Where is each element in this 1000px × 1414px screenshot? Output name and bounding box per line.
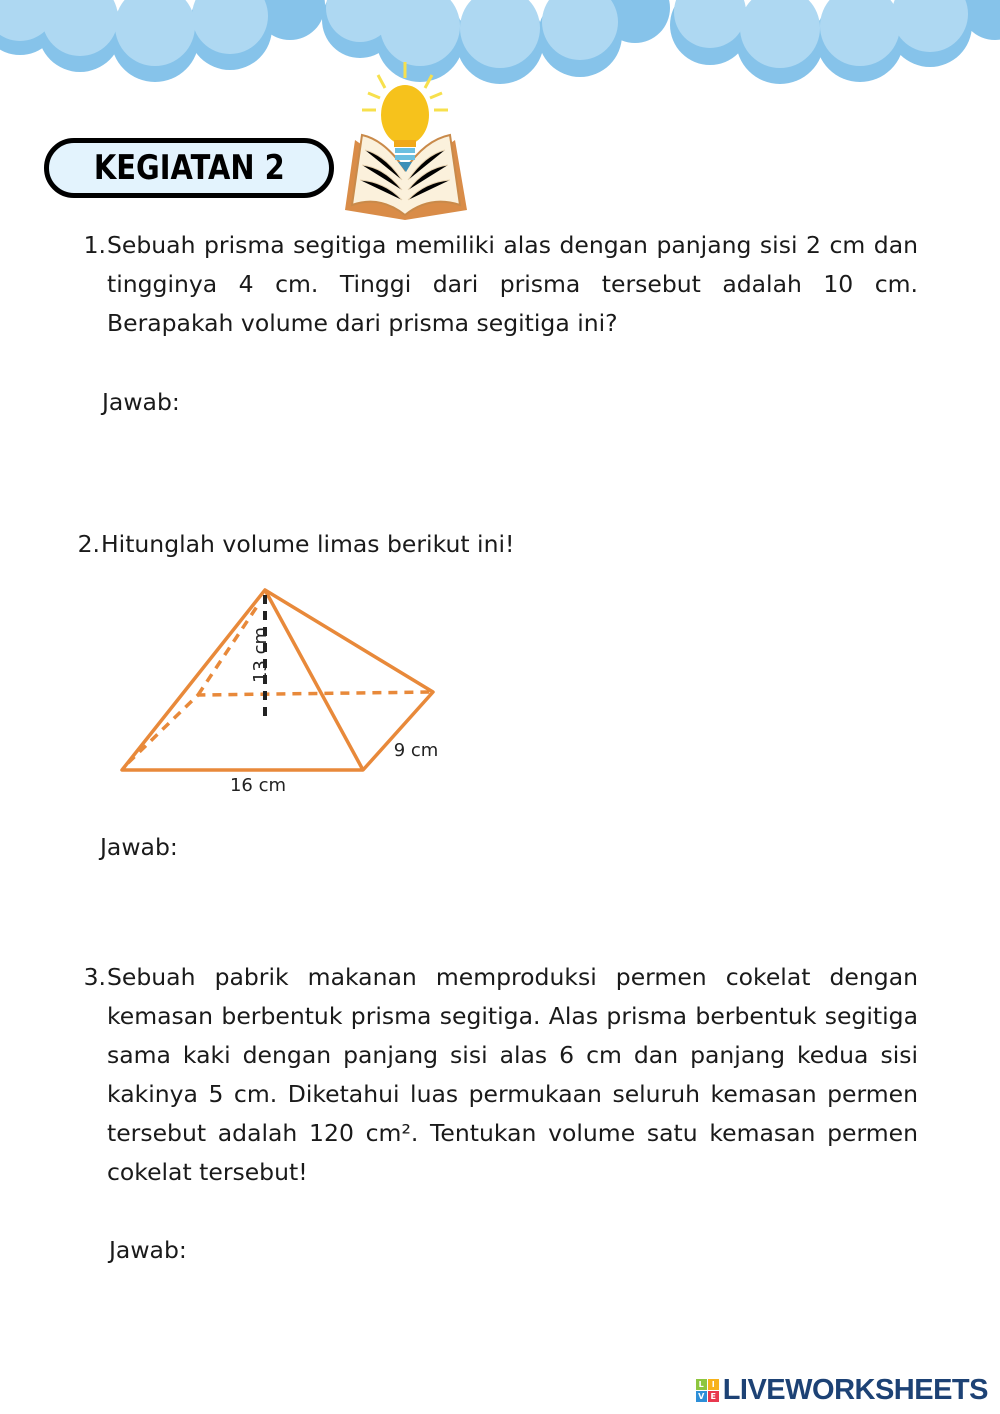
logo-text: LIVEWORKSHEETS <box>722 1374 988 1406</box>
question-2-text: Hitunglah volume limas berikut ini! <box>101 530 515 558</box>
question-3-number: 3. <box>83 963 106 991</box>
width-label: 9 cm <box>393 740 439 761</box>
question-1-text: Sebuah prisma segitiga memiliki alas dengan panjang sisi 2 cm dan tingginya 4 cm. Tinggi dari prisma tersebut adalah 10 cm. Berapakah volume dari prisma segitiga ini? <box>107 231 918 337</box>
question-1-number: 1. <box>83 231 106 259</box>
height-label: 13 cm <box>250 626 271 684</box>
question-2-number: 2. <box>77 530 100 558</box>
lightbulb-book-icon <box>340 60 475 225</box>
activity-title: KEGIATAN 2 <box>93 148 285 188</box>
question-3-answer-label: Jawab: <box>109 1236 187 1264</box>
liveworksheets-logo <box>696 1374 988 1407</box>
logo-tiles-icon: L I V E <box>696 1379 719 1402</box>
question-1-answer-label: Jawab: <box>102 388 180 416</box>
question-2-answer-label: Jawab: <box>100 833 178 861</box>
length-label: 16 cm <box>229 775 287 796</box>
cloud-decoration <box>0 0 1000 90</box>
pyramid-outline <box>122 590 433 770</box>
activity-title-badge <box>44 138 334 198</box>
question-3-text: Sebuah pabrik makanan memproduksi permen cokelat dengan kemasan berbentuk prisma segitiga. Alas prisma berbentuk segitiga sama kaki dengan panjang sisi alas 6 cm dan panjang kedua sisi kakinya 5 cm. Diketahui luas permukaan seluruh kemasan permen tersebut adalah 120 cm². Tentukan volume satu kemasan permen cokelat tersebut! <box>107 963 918 1186</box>
pyramid-figure <box>100 570 460 800</box>
